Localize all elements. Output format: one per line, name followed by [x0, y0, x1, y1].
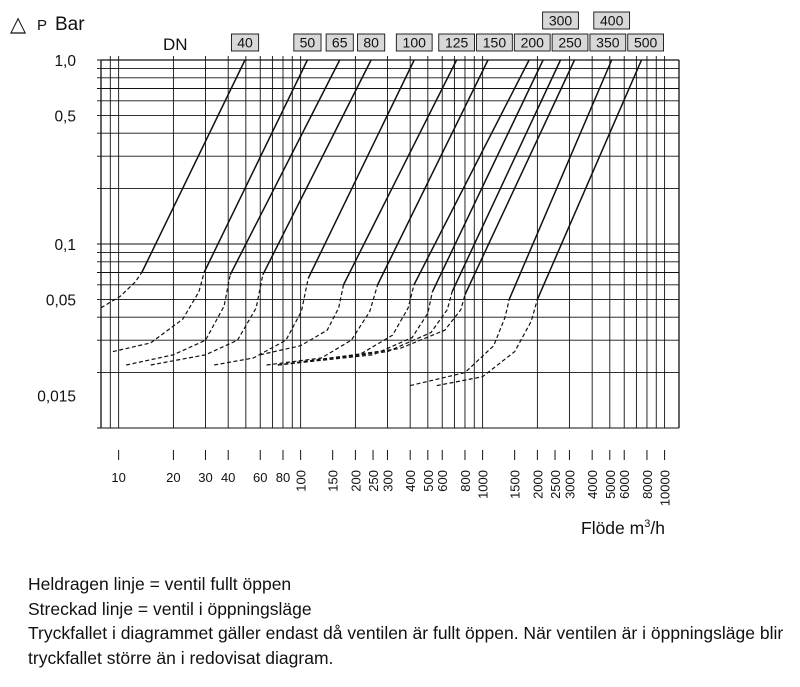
- series-80-solid-line: [263, 60, 371, 275]
- y-tick-label: 1,0: [54, 53, 76, 70]
- y-axis-title-unit: Bar: [55, 14, 85, 35]
- dn-box-label: 50: [299, 34, 316, 51]
- x-tick-label: 1000: [475, 470, 491, 499]
- series-65-dashed-line: [126, 275, 230, 365]
- series-400-solid-line: [509, 60, 612, 299]
- x-axis-title-tail: /h: [650, 518, 665, 538]
- x-tick-label: 250: [366, 470, 382, 492]
- series-350-solid-line: [465, 60, 575, 295]
- x-tick-label: 40: [220, 470, 236, 485]
- x-tick-label: 3000: [562, 470, 578, 499]
- y-axis-title-symbol: △: [10, 12, 27, 36]
- x-tick-label: 200: [348, 470, 364, 492]
- dn-box-label: 250: [558, 34, 582, 51]
- x-tick-label: 2000: [530, 470, 546, 499]
- x-axis-title-superscript: 3: [644, 518, 651, 530]
- dn-box-350: [590, 34, 626, 51]
- x-tick-label: 4000: [585, 470, 601, 499]
- series-200-dashed-line: [278, 285, 414, 365]
- series-300-solid-line: [452, 60, 560, 292]
- axis-tick-labels: [37, 53, 672, 506]
- series-250-solid-line: [432, 60, 543, 292]
- x-tick-label: 400: [403, 470, 419, 492]
- dn-box-label: 400: [600, 12, 624, 29]
- x-tick-label: 80: [275, 470, 291, 485]
- dn-box-label: 200: [520, 34, 544, 51]
- dn-box-label: 65: [331, 34, 348, 51]
- dn-box-80: [358, 34, 385, 51]
- x-tick-label: 1500: [507, 470, 523, 499]
- dn-box-150: [477, 34, 513, 51]
- x-tick-label: 300: [380, 470, 396, 492]
- x-tick-label: 20: [166, 470, 181, 485]
- y-tick-label: 0,1: [54, 237, 76, 254]
- dn-box-label: 300: [548, 12, 573, 29]
- dn-size-boxes: [231, 12, 663, 51]
- y-tick-label: 0,05: [45, 292, 76, 310]
- note-dashed-line: Streckad linje = ventil i öppningsläge: [28, 598, 312, 619]
- x-tick-label: 10000: [657, 470, 673, 507]
- series-300-dashed-line: [278, 292, 452, 365]
- dn-box-label: 125: [444, 34, 469, 51]
- dn-box-300: [543, 12, 579, 29]
- dn-box-125: [439, 34, 475, 51]
- x-tick-label: 10: [111, 470, 126, 485]
- x-tick-label: 2500: [548, 470, 564, 499]
- series-40-dashed-line: [101, 273, 142, 308]
- x-tick-label: 6000: [617, 470, 633, 499]
- y-axis-title-letter: P: [37, 17, 48, 34]
- chart-notes: [28, 572, 798, 670]
- dn-box-label: 150: [482, 34, 507, 51]
- dn-box-250: [552, 34, 588, 51]
- y-tick-label: 0,5: [54, 108, 76, 126]
- x-tick-label: 150: [325, 470, 341, 492]
- dn-label: DN: [163, 35, 188, 54]
- y-tick-label: 0,015: [37, 388, 76, 406]
- dn-box-label: 350: [596, 34, 620, 51]
- x-axis-title-main: Flöde m: [581, 518, 645, 538]
- dn-box-65: [326, 34, 353, 51]
- dn-box-500: [628, 34, 664, 51]
- x-tick-label: 100: [293, 470, 309, 492]
- dn-box-label: 100: [402, 34, 426, 51]
- series-100-solid-line: [308, 60, 414, 278]
- dn-box-label: 40: [237, 34, 253, 51]
- series-40-solid-line: [142, 60, 245, 273]
- dn-box-50: [294, 34, 321, 51]
- dn-box-label: 500: [633, 34, 658, 51]
- series-50-dashed-line: [113, 273, 204, 352]
- x-tick-label: 5000: [602, 470, 618, 499]
- x-tick-label: 8000: [639, 470, 655, 499]
- x-tick-label: 500: [420, 470, 436, 492]
- x-tick-label: 60: [253, 470, 268, 485]
- x-tick-label: 800: [457, 470, 473, 492]
- dn-box-40: [231, 34, 258, 51]
- dn-box-label: 80: [363, 34, 379, 51]
- x-tick-label: 600: [435, 470, 451, 492]
- dn-box-100: [396, 34, 432, 51]
- chart-grid: [97, 56, 679, 428]
- x-tick-label: 30: [198, 470, 213, 485]
- valve-curves: [101, 60, 642, 386]
- dn-box-400: [594, 12, 630, 29]
- dn-box-200: [514, 34, 550, 51]
- series-500-solid-line: [537, 60, 641, 299]
- note-solid-line: Heldragen linje = ventil fullt öppen: [28, 574, 292, 594]
- note-pressure-drop: Tryckfallet i diagrammet gäller endast då ventilen är fullt öppen. När ventilen är i öppningsläge blir tryckfallet större än i redovisat diagram.: [28, 623, 784, 668]
- series-65-solid-line: [230, 60, 340, 275]
- x-axis-title: [581, 518, 665, 538]
